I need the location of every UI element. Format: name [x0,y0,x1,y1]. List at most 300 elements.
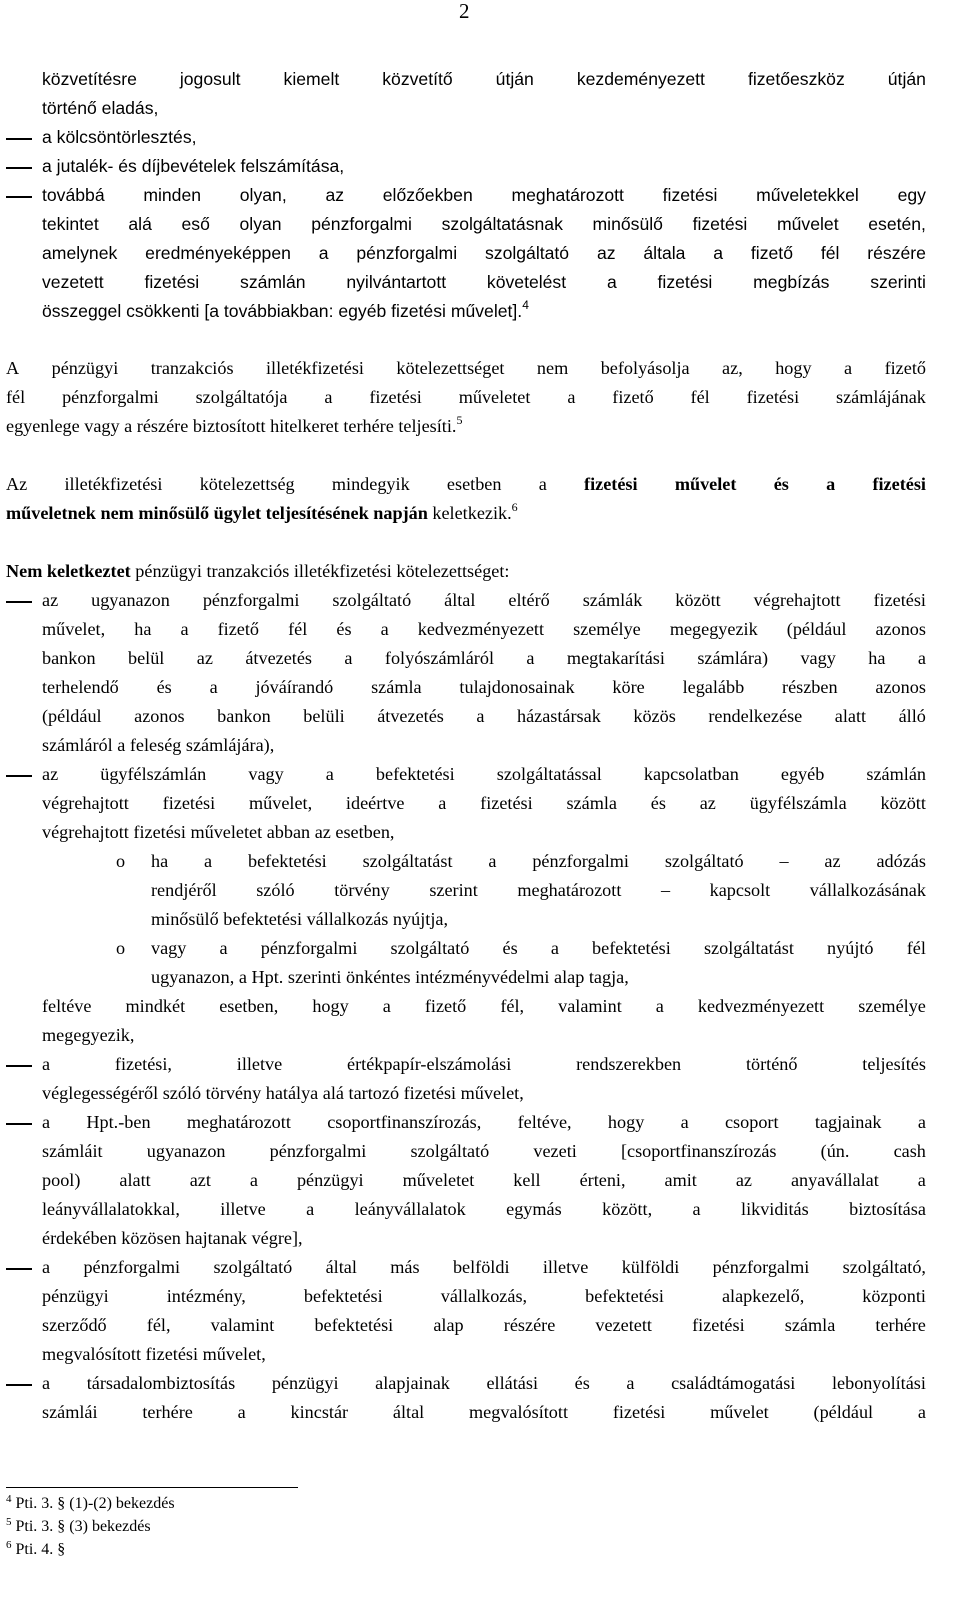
word: Hpt.-ben [86,1112,151,1132]
word: nyújtó [827,938,874,958]
word: belüli [303,706,345,726]
word: pool) [42,1170,81,1190]
word: a [237,1402,246,1422]
word: fél, [500,996,525,1016]
word: és [650,793,666,813]
word: legalább [682,677,745,697]
text-line [42,1402,926,1423]
word: meghatározott [511,185,624,205]
word: tranzakciós [150,358,234,378]
circle-bullet: o [116,938,126,958]
word: rendelkezése [708,706,803,726]
word: fizető [884,358,926,378]
text-line [42,1373,926,1394]
word: hogy [312,996,349,1016]
word: bankon [217,706,271,726]
word: társadalombiztosítás [86,1373,236,1393]
word: és [336,619,352,639]
word: más [390,1257,420,1277]
word: ha [151,851,169,871]
word: valamint [210,1315,275,1335]
word: kezdeményezett [576,69,705,89]
word: meghatározott [186,1112,291,1132]
word: számlán [866,764,926,784]
text-line [42,590,926,611]
bold-word: művelet [674,474,737,494]
word: közvetítő [382,69,453,89]
word: családtámogatási [671,1373,796,1393]
footnote-number: 4 [6,1493,12,1505]
word: a [209,677,218,697]
word: azonos [134,706,185,726]
text-line [6,413,463,437]
word: személye [858,996,926,1016]
word: vagy [151,938,187,958]
word: tulajdonosainak [459,677,575,697]
bold-word: fizetési [872,474,926,494]
word: amit [664,1170,697,1190]
word: a [42,1257,51,1277]
text-line: a jutalék- és díjbevételek felszámítása, [42,156,345,176]
word: amelynek [42,243,118,263]
word: ha [134,619,152,639]
word: esetén, [868,214,926,234]
word: művelet [710,1402,769,1422]
text-line [6,561,509,582]
word: szolgáltató, [842,1257,926,1277]
dash-bullet [6,1384,32,1386]
footnote-number: 6 [6,1539,12,1551]
word: és [156,677,172,697]
word: leányvállalatok [354,1199,466,1219]
text-line: minősülő befektetési vállalkozás nyújtja, [151,909,448,929]
word: az [735,1170,752,1190]
word: szerint [429,880,478,900]
text-line [151,880,926,901]
word: ha [868,648,886,668]
word: közvetítésre [42,69,137,89]
word: számla [566,793,617,813]
word: azonos [875,677,926,697]
word: fizetési [873,590,926,610]
word: likviditás [741,1199,809,1219]
word: kiemelt [283,69,340,89]
word: a [680,1112,689,1132]
dash-bullet [6,1268,32,1270]
word: vezeti [533,1141,577,1161]
word: a [550,938,559,958]
word: fizetőeszköz [747,69,845,89]
word: érteni, [579,1170,626,1190]
dash-bullet [6,196,32,198]
word: átvezetés [245,648,312,668]
word: szóló [256,880,295,900]
text-line: megvalósított fizetési művelet, [42,1344,266,1364]
word: hogy [775,358,812,378]
word: a [438,793,447,813]
word: átvezetés [377,706,444,726]
text-line: véglegességéről szóló törvény hatálya alá tartozó fizetési művelet, [42,1083,524,1103]
text-line [42,619,926,640]
word: fizető [424,996,467,1016]
word: bankon [42,648,96,668]
footnote [6,1518,151,1536]
word: fél [690,387,710,407]
word: az [596,243,616,263]
word: általa [643,243,686,263]
word: szolgáltató [390,938,470,958]
word: pénzügyi [51,358,119,378]
word: olyan [239,214,282,234]
word: pénzforgalmi [712,1257,810,1277]
word: belföldi [452,1257,510,1277]
word: művelet, [42,619,106,639]
text-line [151,851,926,872]
word: pénzügyi [296,1170,364,1190]
text-line [42,1199,926,1220]
word: az, [722,358,743,378]
word: – [660,880,671,900]
word: fél [6,387,26,407]
word: szolgáltató [664,851,744,871]
word: a [655,996,664,1016]
word: az [699,793,716,813]
word: a [382,996,391,1016]
word: a [606,272,617,292]
word: kötelezettséget [396,358,505,378]
word: [csoportfinanszírozás [620,1141,777,1161]
word: fizető [612,387,654,407]
word: pénzforgalmi [532,851,629,871]
text-line: a kölcsöntörlesztés, [42,127,197,147]
word: feltéve [42,996,92,1016]
word: pénzforgalmi [62,387,159,407]
text-line [151,938,926,959]
word: műveletet [402,1170,475,1190]
word: ügyfélszámlán [100,764,207,784]
word: a [42,1112,51,1132]
word: és [502,938,518,958]
word: szolgáltatást [362,851,453,871]
word: folyószámláról [384,648,494,668]
word: fizető [750,243,793,263]
word: részben [782,677,838,697]
word: anyavállalat [790,1170,879,1190]
word: számla [371,677,422,697]
word: fizetési [692,214,748,234]
text-line: végrehajtott fizetési műveletet abban az esetben, [42,822,395,842]
text-line [42,1286,926,1307]
word: rendszerekben [576,1054,682,1074]
word: számlái [42,1402,98,1422]
word: azonos [875,619,926,639]
word: egyéb [780,764,825,784]
word: nyilvántartott [346,272,447,292]
word: a [325,764,334,784]
word: befektetési [247,851,327,871]
text-line [6,387,926,408]
footnote-text: Pti. 3. § (3) bekezdés [15,1518,151,1535]
word: a [538,474,547,494]
word: kedvezményezett [417,619,544,639]
word: lebonyolítási [831,1373,926,1393]
word: rendjéről [151,880,217,900]
word: a [917,1112,926,1132]
word: pénzforgalmi [202,590,300,610]
text-line [42,1315,926,1336]
word: az [824,851,841,871]
word: által [444,590,476,610]
word: fizetési [692,1315,745,1335]
word: illetékfizetési [64,474,163,494]
text-line: számláról a feleség számlájára), [42,735,275,755]
word: eltérő [508,590,550,610]
word: számláit [42,1141,103,1161]
word: fizetési [657,272,713,292]
text-line: megegyezik, [42,1025,135,1045]
word: a [42,1054,51,1074]
word: tagjainak [814,1112,882,1132]
word: a [917,648,926,668]
text-line [42,706,926,727]
word: a [917,1402,926,1422]
word: azt [189,1170,211,1190]
word: biztosítása [849,1199,926,1219]
word: részére [503,1315,556,1335]
word: és [574,1373,590,1393]
word: között, [602,1199,653,1219]
word: teljesítés [862,1054,926,1074]
word: (például [786,619,847,639]
word: megbízás [753,272,830,292]
word: terhére [142,1402,193,1422]
dash-bullet [6,601,32,603]
word: befolyásolja [600,358,690,378]
word: tekintet [42,214,99,234]
word: fizetési [746,387,800,407]
word: a [380,619,389,639]
footnote-number: 5 [6,1516,12,1528]
word: kapcsolt [709,880,771,900]
word: megtakarítási [566,648,665,668]
word: a [917,1170,926,1190]
text-line [42,1112,926,1133]
word: fizetési [662,185,718,205]
word: a [567,387,576,407]
text-line [6,474,926,495]
word: megegyezik [669,619,758,639]
text-line [6,500,518,524]
text-line [42,1141,926,1162]
word: ellátási [486,1373,538,1393]
word: egymás [506,1199,562,1219]
word: (például [813,1402,874,1422]
word: fizetési [162,793,216,813]
word: illetékfizetési [265,358,364,378]
text-span: összeggel csökkenti [a továbbiakban: egyéb fizetési művelet]. [42,301,523,321]
word: alá [128,214,152,234]
word: kincstár [290,1402,349,1422]
word: által [325,1257,357,1277]
word: számlán [240,272,306,292]
dash-bullet [6,1123,32,1125]
word: illetve [542,1257,589,1277]
word: esetben [446,474,502,494]
word: befektetési [592,938,671,958]
word: szerződő [42,1315,107,1335]
word: a [713,243,724,263]
word: fizetési, [114,1054,172,1074]
word: értékpapír-elszámolási [347,1054,512,1074]
word: művelet [776,214,839,234]
word: jogosult [179,69,241,89]
word: személye [573,619,641,639]
word: az [42,764,59,784]
word: befektetési [585,1286,664,1306]
word: az [325,185,345,205]
word: pénzforgalmi [311,214,412,234]
word: befektetési [303,1286,383,1306]
bold-text: műveletnek nem minősülő ügylet teljesítésének napján [6,503,428,523]
word: alapkezelő, [721,1286,805,1306]
word: eredményeképpen [145,243,291,263]
word: pénzforgalmi [260,938,358,958]
word: fizetési [612,1402,666,1422]
word: szolgáltató [410,1141,490,1161]
word: a [42,1373,51,1393]
word: végrehajtott [753,590,841,610]
word: hogy [607,1112,645,1132]
word: a [626,1373,635,1393]
word: – [779,851,789,871]
text-line [42,243,926,264]
word: kedvezményezett [697,996,825,1016]
word: intézmény, [166,1286,246,1306]
word: szerinti [870,272,926,292]
word: szolgáltató [484,243,570,263]
word: jóváírandó [255,677,334,697]
word: útján [495,69,534,89]
word: fél [906,938,926,958]
word: meghatározott [517,880,622,900]
word: megvalósított [469,1402,569,1422]
circle-bullet: o [116,851,126,871]
word: házastársak [516,706,601,726]
footnote-separator [6,1487,298,1488]
text-line [42,677,926,698]
word: vagy [800,648,836,668]
bold-text: Nem keletkeztet [6,561,131,581]
text-line [42,298,529,322]
text-line [42,272,926,293]
word: illetve [220,1199,266,1219]
word: vezetett [42,272,104,292]
word: vagy [248,764,284,784]
word: belül [127,648,165,668]
word: esetben, [219,996,279,1016]
word: fizető [217,619,260,639]
word: fél [288,619,308,639]
bold-word: fizetési [584,474,638,494]
footnote-ref: 4 [522,298,529,312]
dash-bullet [6,167,32,169]
word: között [880,793,926,813]
word: leányvállalatokkal, [42,1199,180,1219]
word: mindegyik [331,474,410,494]
word: fél [820,243,840,263]
word: szolgáltatást [703,938,794,958]
word: központi [862,1286,926,1306]
word: álló [898,706,926,726]
word: befektetési [375,764,455,784]
word: előzőekben [382,185,473,205]
footnote-text: Pti. 3. § (1)-(2) bekezdés [15,1495,175,1512]
word: művelet, [248,793,313,813]
word: a [249,1170,258,1190]
word: a [344,648,353,668]
word: történő [745,1054,798,1074]
word: csoportfinanszírozás, [327,1112,482,1132]
word: alatt [834,706,867,726]
word: olyan, [239,185,287,205]
word: valamint [558,996,622,1016]
word: A [6,358,20,378]
text-line [42,214,926,235]
word: Az [6,474,28,494]
word: a [476,706,485,726]
word: eső [181,214,210,234]
word: alatt [119,1170,151,1190]
word: pénzügyi [42,1286,109,1306]
word: közös [633,706,676,726]
text-line [42,764,926,785]
text-line [42,1257,926,1278]
word: műveletet [458,387,531,407]
word: a [324,387,333,407]
word: az [196,648,213,668]
text-line [6,358,926,379]
text-line [42,996,926,1017]
word: szolgáltatója [195,387,288,407]
word: terhére [875,1315,926,1335]
word: ideértve [345,793,405,813]
word: pénzforgalmi [356,243,458,263]
word: fizetési [144,272,200,292]
word: vezetett [595,1315,652,1335]
word: számlára) [697,648,769,668]
text-line [42,185,926,206]
word: a [219,938,228,958]
word: köre [612,677,645,697]
word: számla [784,1315,836,1335]
word: csoport [724,1112,779,1132]
word: vállalkozásának [809,880,926,900]
word: útján [887,69,926,89]
word: ugyanazon [91,590,170,610]
word: között [675,590,721,610]
text-span: keletkezik. [432,503,512,523]
word: (például [42,706,102,726]
word: műveletekkel [756,185,859,205]
word: pénzforgalmi [269,1141,367,1161]
word: alap [433,1315,464,1335]
word: a [204,851,213,871]
word: törvény [334,880,390,900]
word: fizetési [369,387,422,407]
word: végrehajtott [42,793,129,813]
word: kötelezettség [199,474,295,494]
word: által [392,1402,425,1422]
